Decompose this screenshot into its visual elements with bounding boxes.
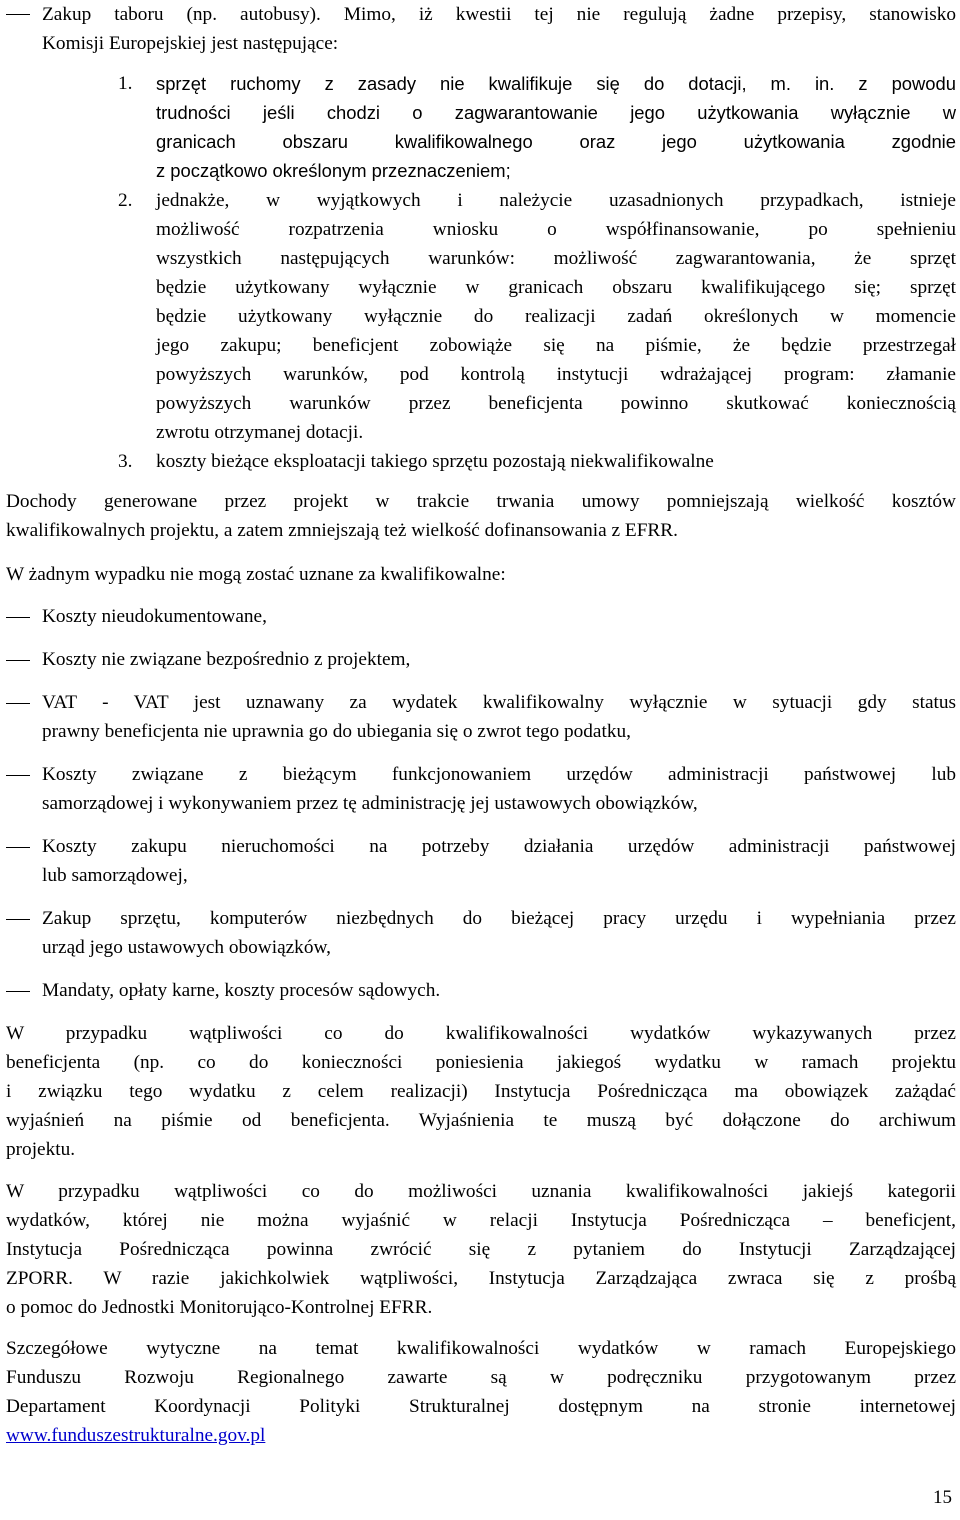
text-line: z początkowo określonym przeznaczeniem;	[156, 160, 511, 181]
page-number: 15	[933, 1487, 952, 1508]
text-line: projektu.	[6, 1139, 76, 1160]
text-line: i związku tego wydatku z celem realizacji) Instytucja Pośrednicząca ma obowiązek zażądać	[6, 1081, 956, 1102]
text-line: Departament Koordynacji Polityki Strukturalnej dostępnym na stronie internetowej	[6, 1396, 956, 1417]
text-line: zwrotu otrzymanej dotacji.	[156, 422, 364, 443]
list-number: 1.	[118, 73, 133, 94]
text-line: Instytucja Pośrednicząca powinna zwrócić się z pytaniem do Instytucji Zarządzającej	[6, 1239, 956, 1260]
text-line: Szczegółowe wytyczne na temat kwalifikowalności wydatków w ramach Europejskiego	[6, 1338, 956, 1359]
text-line: W żadnym wypadku nie mogą zostać uznane za kwalifikowalne:	[6, 564, 506, 585]
text-line: Dochody generowane przez projekt w trakcie trwania umowy pomniejszają wielkość kosztów	[6, 491, 956, 512]
text-line: sprzęt ruchomy z zasady nie kwalifikuje się do dotacji, m. in. z powodu	[156, 73, 956, 94]
text-line: Funduszu Rozwoju Regionalnego zawarte są w podręczniku przygotowanym przez	[6, 1367, 956, 1388]
text-line: prawny beneficjenta nie uprawnia go do ubiegania się o zwrot tego podatku,	[42, 721, 631, 742]
text-line: Koszty związane z bieżącym funkcjonowaniem urzędów administracji państwowej lub	[42, 764, 956, 785]
text-line: powyższych warunków przez beneficjenta powinno skutkować koniecznością	[156, 393, 956, 414]
bullet-dash	[6, 847, 30, 848]
list-number: 3.	[118, 451, 133, 472]
text-line: trudności jeśli chodzi o zagwarantowanie jego użytkowania wyłącznie w	[156, 102, 956, 123]
document-page	[6, 0, 956, 1520]
bullet-dash	[6, 660, 30, 661]
text-line: beneficjenta (np. co do konieczności poniesienia jakiegoś wydatku w ramach projektu	[6, 1052, 956, 1073]
text-line: ZPORR. W razie jakichkolwiek wątpliwości, Instytucja Zarządzająca zwraca się z prośbą	[6, 1268, 956, 1289]
text-line: będzie użytkowany wyłącznie do realizacji zadań określonych w momencie	[156, 306, 956, 327]
link-line	[6, 1421, 265, 1450]
text-line: powyższych warunków, pod kontrolą instytucji wdrażającej program: złamanie	[156, 364, 956, 385]
text-line: kwalifikowalnych projektu, a zatem zmniejszają też wielkość dofinansowania z EFRR.	[6, 520, 678, 541]
text-line: możliwość rozpatrzenia wniosku o współfinansowanie, po spełnieniu	[156, 219, 956, 240]
text-line: o pomoc do Jednostki Monitorująco-Kontrolnej EFRR.	[6, 1297, 433, 1318]
text-line: Komisji Europejskiej jest następujące:	[42, 33, 339, 54]
list-number: 2.	[118, 190, 133, 211]
bullet-dash	[6, 919, 30, 920]
text-line: wydatków, której nie można wyjaśnić w relacji Instytucja Pośrednicząca – beneficjent,	[6, 1210, 956, 1231]
text-line: urząd jego ustawowych obowiązków,	[42, 937, 331, 958]
text-line: koszty bieżące eksploatacji takiego sprzętu pozostają niekwalifikowalne	[156, 451, 714, 472]
text-line: Koszty nie związane bezpośrednio z projektem,	[42, 649, 411, 670]
text-line: Mandaty, opłaty karne, koszty procesów sądowych.	[42, 980, 441, 1001]
text-line: W przypadku wątpliwości co do kwalifikowalności wydatków wykazywanych przez	[6, 1023, 956, 1044]
text-line: samorządowej i wykonywaniem przez tę administrację jej ustawowych obowiązków,	[42, 793, 698, 814]
text-line: granicach obszaru kwalifikowalnego oraz jego użytkowania zgodnie	[156, 131, 956, 152]
text-line: Koszty nieudokumentowane,	[42, 606, 267, 627]
bullet-dash	[6, 14, 30, 15]
text-line: wszystkich następujących warunków: możliwość zagwarantowania, że sprzęt	[156, 248, 956, 269]
text-line: jednakże, w wyjątkowych i należycie uzasadnionych przypadkach, istnieje	[156, 190, 956, 211]
bullet-dash	[6, 703, 30, 704]
text-line: Zakup taboru (np. autobusy). Mimo, iż kwestii tej nie regulują żadne przepisy, stanowisko	[42, 4, 956, 25]
text-line: lub samorządowej,	[42, 865, 188, 886]
text-line: jego zakupu; beneficjent zobowiąże się na piśmie, że będzie przestrzegał	[156, 335, 956, 356]
website-link[interactable]: www.funduszestrukturalne.gov.pl	[6, 1425, 266, 1446]
bullet-dash	[6, 617, 30, 618]
text-line: będzie użytkowany wyłącznie w granicach obszaru kwalifikującego się; sprzęt	[156, 277, 956, 298]
text-line: W przypadku wątpliwości co do możliwości uznania kwalifikowalności jakiejś kategorii	[6, 1181, 956, 1202]
text-line: Zakup sprzętu, komputerów niezbędnych do bieżącej pracy urzędu i wypełniania przez	[42, 908, 956, 929]
bullet-dash	[6, 991, 30, 992]
bullet-dash	[6, 775, 30, 776]
text-line: wyjaśnień na piśmie od beneficjenta. Wyjaśnienia te muszą być dołączone do archiwum	[6, 1110, 956, 1131]
text-line: Koszty zakupu nieruchomości na potrzeby działania urzędów administracji państwowej	[42, 836, 956, 857]
text-line: VAT - VAT jest uznawany za wydatek kwalifikowalny wyłącznie w sytuacji gdy status	[42, 692, 956, 713]
